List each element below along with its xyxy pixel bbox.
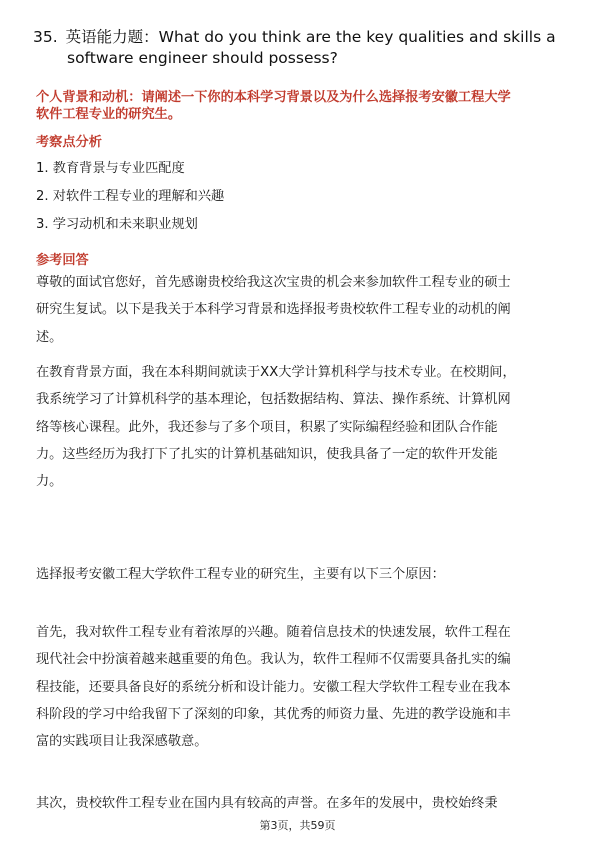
paragraph-line: 述。 xyxy=(36,329,63,345)
paragraph-line: 程技能，还要具备良好的系统分析和设计能力。安徽工程大学软件工程专业在我本 xyxy=(36,679,511,695)
paragraph-line: 其次，贵校软件工程专业在国内具有较高的声誉。在多年的发展中，贵校始终秉 xyxy=(36,796,498,811)
answer-paragraph-5 xyxy=(36,790,563,817)
paragraph-line: 在教育背景方面，我在本科期间就读于XX大学计算机科学与技术专业。在校期间， xyxy=(36,365,516,380)
paragraph-line: 富的实践项目让我深感敬意。 xyxy=(36,734,208,750)
prompt-line1: 个人背景和动机：请阐述一下你的本科学习背景以及为什么选择报考安徽工程大学 xyxy=(36,90,511,105)
paragraph-line: 我系统学习了计算机科学的基本理论，包括数据结构、算法、操作系统、计算机网 xyxy=(36,392,511,408)
question-title xyxy=(33,27,573,69)
paragraph-line: 力。这些经历为我打下了扎实的计算机基础知识，使我具备了一定的软件开发能 xyxy=(36,446,498,462)
paragraph-line: 首先，我对软件工程专业有着浓厚的兴趣。随着信息技术的快速发展，软件工程在 xyxy=(36,625,511,640)
answer-paragraph-3 xyxy=(36,561,563,588)
question-title-line2: software engineer should possess? xyxy=(67,49,338,67)
paragraph-line: 力。 xyxy=(36,474,63,490)
paragraph-line: 选择报考安徽工程大学软件工程专业的研究生，主要有以下三个原因： xyxy=(36,567,445,582)
answer-paragraph-4 xyxy=(36,619,563,755)
paragraph-line: 现代社会中扮演着越来越重要的角色。我认为，软件工程师不仅需要具备扎实的编 xyxy=(36,652,511,668)
question-title-line1: 英语能力题：What do you think are the key qualities and skills a xyxy=(65,28,556,46)
analysis-item-2: 2. 对软件工程专业的理解和兴趣 xyxy=(36,189,225,204)
prompt-line2: 软件工程专业的研究生。 xyxy=(36,107,182,122)
question-number: 35. xyxy=(33,28,58,46)
paragraph-line: 络等核心课程。此外，我还参与了多个项目，积累了实际编程经验和团队合作能 xyxy=(36,419,498,435)
analysis-item-1: 1. 教育背景与专业匹配度 xyxy=(36,161,185,176)
answer-paragraph-1 xyxy=(36,269,563,351)
analysis-item-3: 3. 学习动机和未来职业规划 xyxy=(36,217,198,232)
analysis-heading: 考察点分析 xyxy=(36,135,102,150)
paragraph-line: 科阶段的学习中给我留下了深刻的印象，其优秀的师资力量、先进的教学设施和丰 xyxy=(36,706,511,722)
question-prompt xyxy=(36,89,566,123)
page-footer: 第3页，共59页 xyxy=(259,819,336,832)
paragraph-line: 尊敬的面试官您好，首先感谢贵校给我这次宝贵的机会来参加软件工程专业的硕士 xyxy=(36,275,511,290)
paragraph-line: 研究生复试。以下是我关于本科学习背景和选择报考贵校软件工程专业的动机的阐 xyxy=(36,302,511,318)
answer-heading: 参考回答 xyxy=(36,253,89,268)
answer-paragraph-2 xyxy=(36,359,563,495)
